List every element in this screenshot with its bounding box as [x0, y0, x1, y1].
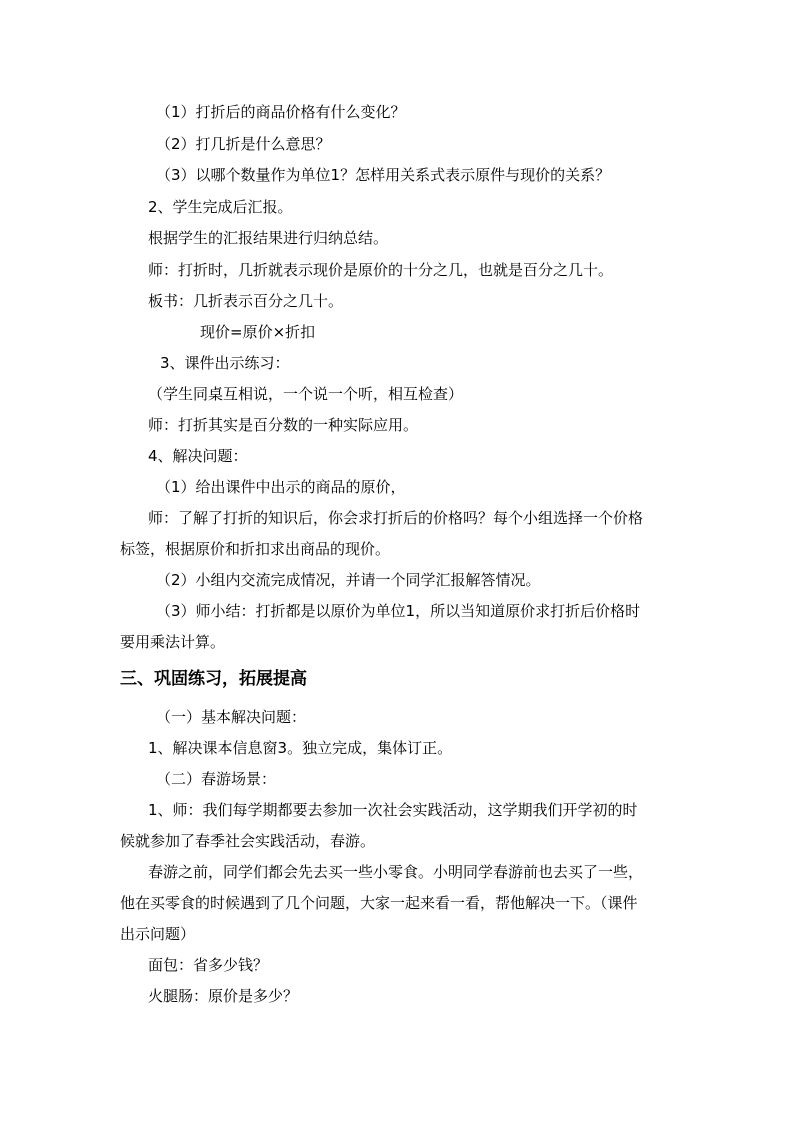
step-2: 2、学生完成后汇报。	[148, 198, 293, 216]
step-4-item-3-line-2: 要用乘法计算。	[120, 633, 226, 651]
question-3: （3）以哪个数量作为单位1？怎样用关系式表示原件与现价的关系？	[156, 166, 611, 184]
step-3: 3、课件出示练习：	[160, 354, 290, 372]
snack-para-line-1: 春游之前，同学们都会先去买一些小零食。小明同学春游前也去买了一些，	[148, 863, 644, 881]
question-2: （2）打几折是什么意思？	[156, 135, 331, 153]
section-heading: 三、巩固练习，拓展提高	[120, 669, 307, 689]
blackboard-note: 板书：几折表示百分之几十。	[148, 292, 344, 310]
snack-para-line-2: 他在买零食的时候遇到了几个问题，大家一起来看一看，帮他解决一下。（课件	[120, 894, 638, 912]
formula: 现价=原价×折扣	[200, 323, 316, 341]
sausage-question: 火腿肠：原价是多少？	[148, 987, 299, 1005]
teacher-explanation: 师：打折时，几折就表示现价是原价的十分之几，也就是百分之几十。	[148, 261, 614, 279]
step-4-item-1: （1）给出课件中出示的商品的原价，	[156, 478, 406, 496]
step-4-item-2: （2）小组内交流完成情况，并请一个同学汇报解答情况。	[156, 571, 541, 589]
teacher-note: 师：打折其实是百分数的一种实际应用。	[148, 416, 419, 434]
summary-text: 根据学生的汇报结果进行归纳总结。	[148, 229, 389, 247]
subsection-1-item: 1、解决课本信息窗3。独立完成，集体订正。	[148, 739, 453, 757]
subsection-2: （二）春游场景：	[156, 770, 277, 788]
spring-trip-line-2: 候就参加了春季社会实践活动，春游。	[120, 832, 376, 850]
teacher-question-line-1: 师：了解了打折的知识后，你会求打折后的价格吗？每个小组选择一个价格	[148, 509, 644, 527]
subsection-1: （一）基本解决问题：	[156, 708, 307, 726]
step-4-item-3-line-1: （3）师小结：打折都是以原价为单位1，所以当知道原价求打折后价格时	[156, 602, 641, 620]
spring-trip-line-1: 1、师：我们每学期都要去参加一次社会实践活动，这学期我们开学初的时	[148, 801, 638, 819]
teacher-question-line-2: 标签，根据原价和折扣求出商品的现价。	[120, 540, 391, 558]
snack-para-line-3: 出示问题）	[120, 925, 196, 943]
question-1: （1）打折后的商品价格有什么变化？	[156, 103, 406, 121]
bread-question: 面包：省多少钱？	[148, 956, 269, 974]
step-4: 4、解决问题：	[148, 447, 248, 465]
student-activity: （学生同桌互相说，一个说一个听，相互检查）	[148, 385, 464, 403]
